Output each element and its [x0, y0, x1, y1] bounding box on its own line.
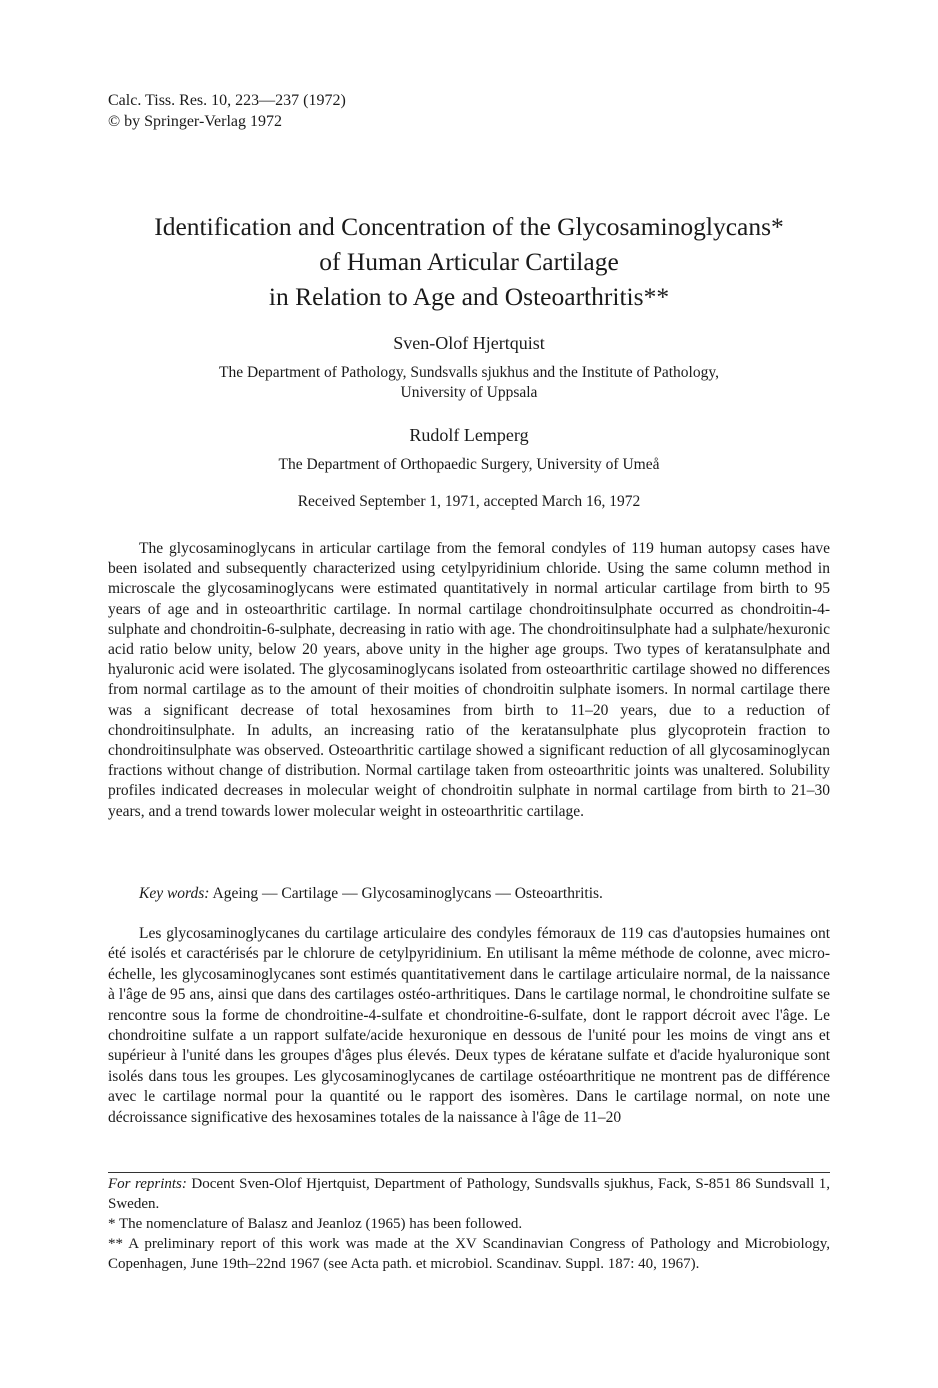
journal-line: Calc. Tiss. Res. 10, 223—237 (1972) — [108, 92, 346, 109]
title-line-3: in Relation to Age and Osteoarthritis** — [268, 282, 670, 311]
reprints-label: For reprints: — [108, 1176, 187, 1192]
keywords-text: Ageing — Cartilage — Glycosaminoglycans — Osteoarthritis. — [212, 885, 603, 902]
affiliation-1-line-2: University of Uppsala — [400, 384, 538, 401]
footnote-divider — [108, 1172, 830, 1173]
author-name-1: Sven-Olof Hjertquist — [393, 333, 545, 353]
journal-citation — [108, 90, 346, 132]
affiliation-1-line-1: The Department of Pathology, Sundsvalls sjukhus and the Institute of Pathology, — [219, 364, 719, 381]
title-line-2: of Human Articular Cartilage — [319, 247, 619, 276]
author-name-2: Rudolf Lemperg — [409, 425, 529, 445]
author-affiliation-2 — [0, 455, 938, 475]
received-date: Received September 1, 1971, accepted March 16, 1972 — [297, 493, 641, 510]
copyright-line: © by Springer-Verlag 1972 — [108, 113, 283, 130]
affiliation-2-line-1: The Department of Orthopaedic Surgery, University of Umeå — [278, 456, 660, 473]
footnote-reprints — [108, 1174, 830, 1214]
article-title — [60, 209, 878, 314]
footnotes — [108, 1174, 830, 1274]
keywords — [108, 884, 830, 904]
footnote-double-asterisk: ** A preliminary report of this work was made at the XV Scandinavian Congress of Pathology and Microbiology, Copenhagen, June 19th–22nd 1967 (see Acta path. et microbiol. Scandinav. Suppl. 187: 40, 1967). — [108, 1236, 830, 1272]
abstract-english: The glycosaminoglycans in articular cartilage from the femoral condyles of 119 human autopsy cases have been isolated and subsequently characterized using cetylpyridinium chloride. Using the same column method in microscale the glycosaminoglycans were estimated quantitatively in normal articular cartilage from birth to 95 years of age and in osteoarthritic cartilage. In normal cartilage chondroitinsulphate occurred as chondroitin-4-sulphate and chondroitin-6-sulphate, decreasing in ratio with age. The chondroitinsulphate had a sulphate/hexuronic acid ratio below unity, below 20 years, above unity in the higher age groups. Two types of keratansulphate and hyaluronic acid were isolated. The glycosaminoglycans isolated from osteoarthritic cartilage showed no differences from normal cartilage as to the amount of their moities of chondroitin sulphate isomers. In normal cartilage there was a significant decrease of total hexosamines from birth to 11–20 years, due to a reduction of chondroitinsulphate. In adults, an increasing ratio of the keratansulphate plus glycoprotein fraction to chondroitinsulphate was observed. Osteoarthritic cartilage showed a significant reduction of all glycosaminoglycan fractions without change of distribution. Normal cartilage taken from osteoarthritic joints was unaltered. Solubility profiles indicated decreases in molecular weight of chondroitin sulphate in normal cartilage from birth to 21–30 years, and a trend towards lower molecular weight in osteoarthritic cartilage. — [108, 540, 830, 820]
author-affiliation-1 — [0, 363, 938, 403]
keywords-label: Key words: — [139, 885, 210, 902]
title-line-1: Identification and Concentration of the Glycosaminoglycans* — [154, 212, 784, 241]
abstract-french: Les glycosaminoglycanes du cartilage articulaire des condyles fémoraux de 119 cas d'autopsies humaines ont été isolés et caractérisés par le chlorure de cetylpyridinium. En utilisant la même méthode de colonne, avec micro-échelle, les glycosaminoglycanes sont estimés quantitativement dans le cartilage articulaire normal, de la naissance à l'âge de 95 ans, ainsi que dans des cartilages ostéo-arthritiques. Dans le cartilage normal, le chondroitine sulfate se rencontre sous la forme de chondroitine-4-sulfate et chondroitine-6-sulfate, dont le rapport décroit avec l'âge. Le chondroitine sulfate a un rapport sulfate/acide hexuronique en dessous de l'unité pour les moins de vingt ans et supérieur à l'unité dans les groupes d'âges plus élevés. Deux types de kératane sulfate et d'acide hyaluronique sont isolés dans tous les groupes. Les glycosaminoglycanes de cartilage ostéoarthritique ne montrent pas de différence avec le cartilage normal pour la quantité ou le rapport des isomères. Dans le cartilage normal, on note une décroissance significative des hexosamines totales de la naissance à l'âge de 11–20 — [108, 925, 830, 1126]
footnote-asterisk: * The nomenclature of Balasz and Jeanloz (1965) has been followed. — [108, 1216, 523, 1232]
reprints-text: Docent Sven-Olof Hjertquist, Department of Pathology, Sundsvalls sjukhus, Fack, S-851 86 Sundsvall 1, Sweden. — [108, 1176, 830, 1212]
